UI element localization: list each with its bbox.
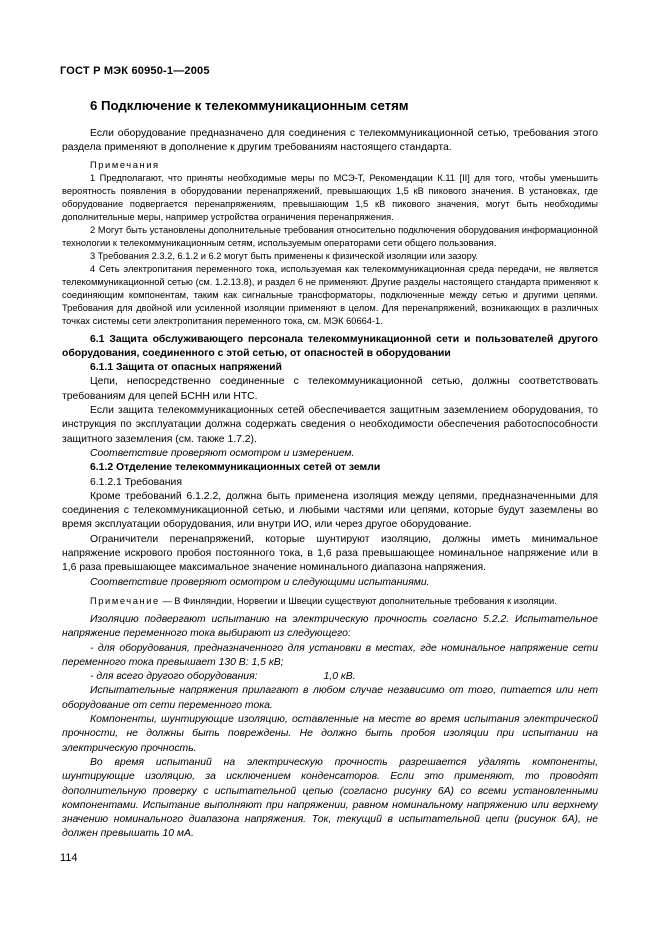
test-voltage-condition-2: - для всего другого оборудования: (90, 671, 258, 683)
paragraph-removing-components: Во время испытаний на электрическую прочность разрешается удалять компоненты, шунтирующие изоляцию, за исключением конденсаторов. Если это применяют, то проводят дополнительную проверку с испытательной цепью (согласно рисунку 6А) со всеми установленными компонентами. Испытание выполняют при напряжении, равном номинальному напряжению или верхнему значению номинального диапазона напряжения. Ток, текущий в испытательной цепи (рисунок 6А), не должен превышать 10 мА. (62, 756, 598, 840)
paragraph-test-voltage-applied: Испытательные напряжения прилагают в любом случае независимо от того, питается или нет оборудование от сети переменного тока. (62, 685, 598, 711)
paragraph-shunting-components: Компоненты, шунтирующие изоляцию, оставленные на месте во время испытания электрической прочности, не должны быть повреждены. Не должно быть пробоя изоляции при испытании на электрическую прочность. (62, 714, 598, 754)
note-1: 1 Предполагают, что приняты необходимые меры по МСЭ-Т, Рекомендации К.11 [II] для того, чтобы уменьшить вероятность появления в оборудовании перенапряжений, превышающих 1,5 кВ пикового значения. В установках, где оборудование подвергается перенапряжениям, превышающим 1,5 кВ пикового значения, могут быть необходимы дополнительные меры, например устройства ограничения перенапряжения. (62, 172, 598, 222)
paragraph-6-1-2-b: Ограничители перенапряжений, которые шунтируют изоляцию, должны иметь минимальное напряжение искрового пробоя постоянного тока, в 1,6 раза превышающее номинальное напряжение или в 1,6 раза превышающее максимальное значение номинального диапазона напряжения. (62, 533, 598, 574)
section-title: 6 Подключение к телекоммуникационным сетям (90, 98, 409, 113)
test-voltage-item-2 (62, 670, 598, 684)
subsection-6-1-2-1: 6.1.2.1 Требования (90, 476, 182, 488)
standard-id: ГОСТ Р МЭК 60950-1—2005 (60, 65, 210, 77)
intro-paragraph: Если оборудование предназначено для соединения с телекоммуникационной сетью, требования этого раздела применяют в дополнение к другим требованиям настоящего стандарта. (62, 128, 598, 154)
note-text: — В Финляндии, Норвегии и Швеции существуют дополнительные требования к изоляции. (159, 595, 557, 606)
section-6-1-title: 6.1 Защита обслуживающего персонала телекоммуникационной сети и пользователей другого оборудования, соединенного с этой сетью, от опасностей в оборудовании (62, 333, 598, 359)
section-6-1-2-title: 6.1.2 Отделение телекоммуникационных сетей от земли (90, 462, 381, 474)
test-voltage-condition-1: - для оборудования, предназначенного для установки в местах, где номинальное напряжение сети переменного тока превышает 130 В: (62, 642, 598, 668)
test-voltage-item-1 (62, 642, 598, 671)
page-number: 114 (60, 852, 78, 864)
test-voltage-value-1: 1,5 кВ; (251, 656, 284, 668)
document-body (62, 127, 598, 842)
compliance-6-1-1: Соответствие проверяют осмотром и измерением. (90, 447, 355, 459)
test-intro: Изоляцию подвергают испытанию на электрическую прочность согласно 5.2.2. Испытательное напряжение переменного тока выбирают из следующего: (62, 613, 598, 640)
section-6-1-1-title: 6.1.1 Защита от опасных напряжений (90, 362, 282, 374)
note-2: 2 Могут быть установлены дополнительные требования относительно подключения оборудования информационной технологии к телекоммуникационным сетям, используемым операторами сети общего пользования. (62, 224, 598, 248)
note-3: 3 Требования 2.3.2, 6.1.2 и 6.2 могут быть применены к физической изоляции или зазору. (90, 250, 478, 261)
paragraph-6-1-1-a: Цепи, непосредственно соединенные с телекоммуникационной сетью, должны соответствовать требованиям для цепей БСНН или НТС. (62, 376, 598, 402)
test-voltage-value-2: 1,0 кВ. (323, 671, 356, 683)
note-label: Примечание (90, 595, 160, 606)
paragraph-6-1-1-b: Если защита телекоммуникационных сетей обеспечивается защитным заземлением оборудования, то инструкция по эксплуатации должна содержать сведения о необходимости обеспечения работоспособности защитного заземления (см. также 1.7.2). (62, 405, 598, 445)
paragraph-6-1-2-a: Кроме требований 6.1.2.2, должна быть применена изоляция между цепями, предназначенными для соединения с телекоммуникационной сетью, и любыми частями или цепями, которые будут заземлены во время эксплуатации оборудования, или внутри ИО, или через другое оборудование. (62, 490, 598, 531)
compliance-6-1-2: Соответствие проверяют осмотром и следующими испытаниями. (90, 576, 430, 588)
note-6-1-2 (62, 595, 598, 608)
note-4: 4 Сеть электропитания переменного тока, используемая как телекоммуникационная среда передачи, не является телекоммуникационной сетью (см. 1.2.13.8), и раздел 6 не применяют. Другие разделы настоящего стандарта применяют к соединяющим компонентам, таким как сигнальные трансформаторы, подключенные между сетью и другими цепями. Требования для двойной или усиленной изоляции применяют в целом. Для перенапряжений, возникающих в различных точках системы сети электропитания переменного тока, см. МЭК 60664-1. (62, 263, 598, 326)
notes-heading: Примечания (90, 159, 160, 170)
